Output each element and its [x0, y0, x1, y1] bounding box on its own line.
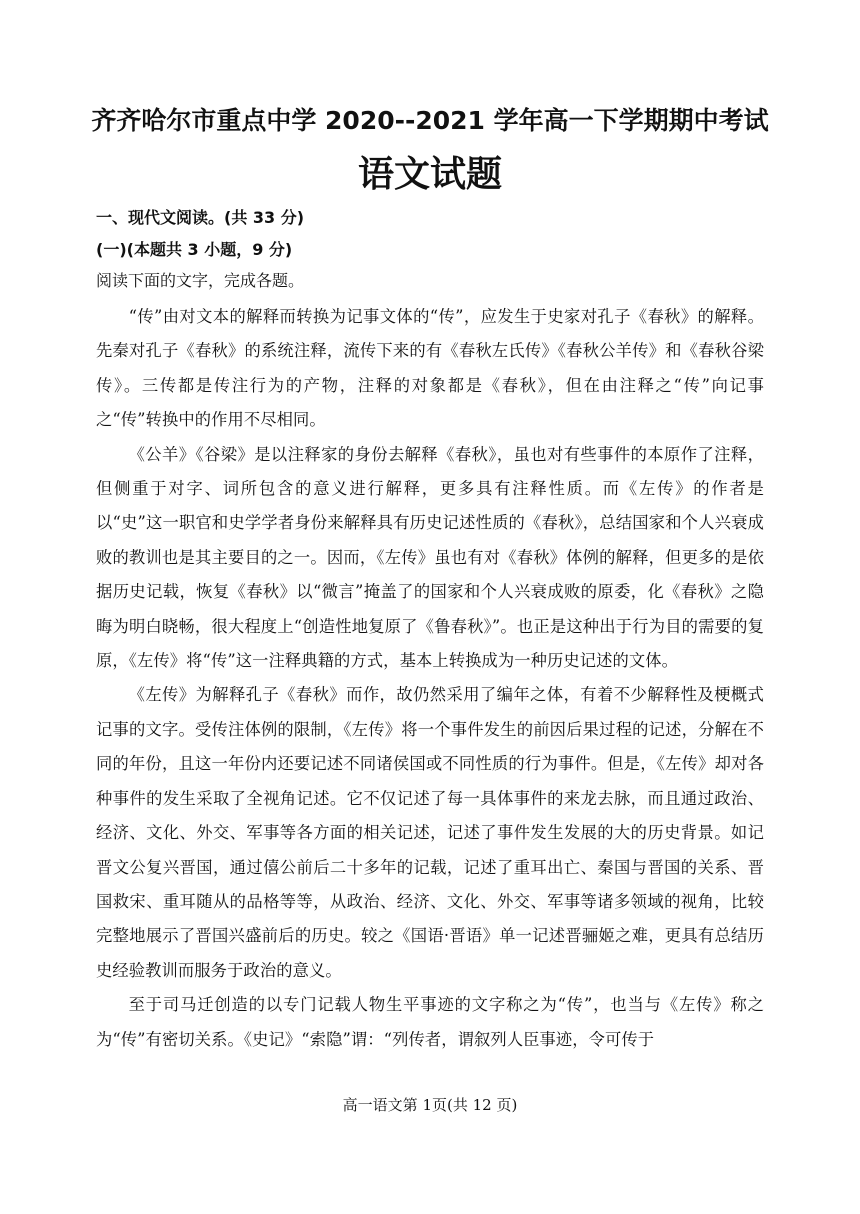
subject-title: 语文试题 [357, 154, 502, 195]
passage-paragraph: 《左传》为解释孔子《春秋》而作，故仍然采用了编年之体，有着不少解释性及梗概式记事的文字。受传注体例的限制，《左传》将一个事件发生的前因后果过程的记述，分解在不同的年份，且这一年份内还要记述不同诸侯国或不同性质的行为事件。但是，《左传》却对各种事件的发生采取了全视角记述。它不仅记述了每一具体事件的来龙去脉，而且通过政治、经济、文化、外交、军事等各方面的相关记述，记述了事件发生发展的大的历史背景。如记晋文公复兴晋国，通过僖公前后二十多年的记载，记述了重耳出亡、秦国与晋国的关系、晋国救宋、重耳随从的品格等等，从政治、经济、文化、外交、军事等诸多领域的视角，比较完整地展示了晋国兴盛前后的历史。较之《国语·晋语》单一记述晋骊姬之难，更具有总结历史经验教训而服务于政治的意义。 [96, 685, 764, 980]
exam-title: 齐齐哈尔市重点中学 2020--2021 学年高一下学期期中考试 [91, 106, 769, 135]
passage-paragraph: “传”由对文本的解释而转换为记事文体的“传”，应发生于史家对孔子《春秋》的解释。先秦对孔子《春秋》的系统注释，流传下来的有《春秋左氏传》《春秋公羊传》和《春秋谷梁传》。三传都是传注行为的产物，注释的对象都是《春秋》，但在由注释之“传”向记事之“传”转换中的作用不尽相同。 [96, 307, 764, 430]
section-heading: 一、现代文阅读。(共 33 分) [96, 208, 305, 227]
subsection-heading: (一)(本题共 3 小题，9 分) [96, 240, 293, 259]
page-footer: 高一语文第 1页(共 12 页) [342, 1096, 518, 1114]
reading-passage [96, 300, 764, 1057]
passage-paragraph: 《公羊》《谷梁》是以注释家的身份去解释《春秋》，虽也对有些事件的本原作了注释，但侧重于对字、词所包含的意义进行解释，更多具有注释性质。而《左传》的作者是以“史”这一职官和史学学者身份来解释具有历史记述性质的《春秋》，总结国家和个人兴衰成败的教训也是其主要目的之一。因而，《左传》虽也有对《春秋》体例的解释，但更多的是依据历史记载，恢复《春秋》以“微言”掩盖了的国家和个人兴衰成败的原委，化《春秋》之隐晦为明白晓畅，很大程度上“创造性地复原了《鲁春秋》”。也正是这种出于行为目的需要的复原，《左传》将“传”这一注释典籍的方式，基本上转换成为一种历史记述的文体。 [96, 444, 764, 671]
reading-instruction: 阅读下面的文字，完成各题。 [96, 271, 305, 290]
passage-paragraph: 至于司马迁创造的以专门记载人物生平事迹的文字称之为“传”，也当与《左传》称之为“传”有密切关系。《史记》“索隐”谓：“列传者，谓叙列人臣事迹，令可传于 [96, 995, 764, 1049]
